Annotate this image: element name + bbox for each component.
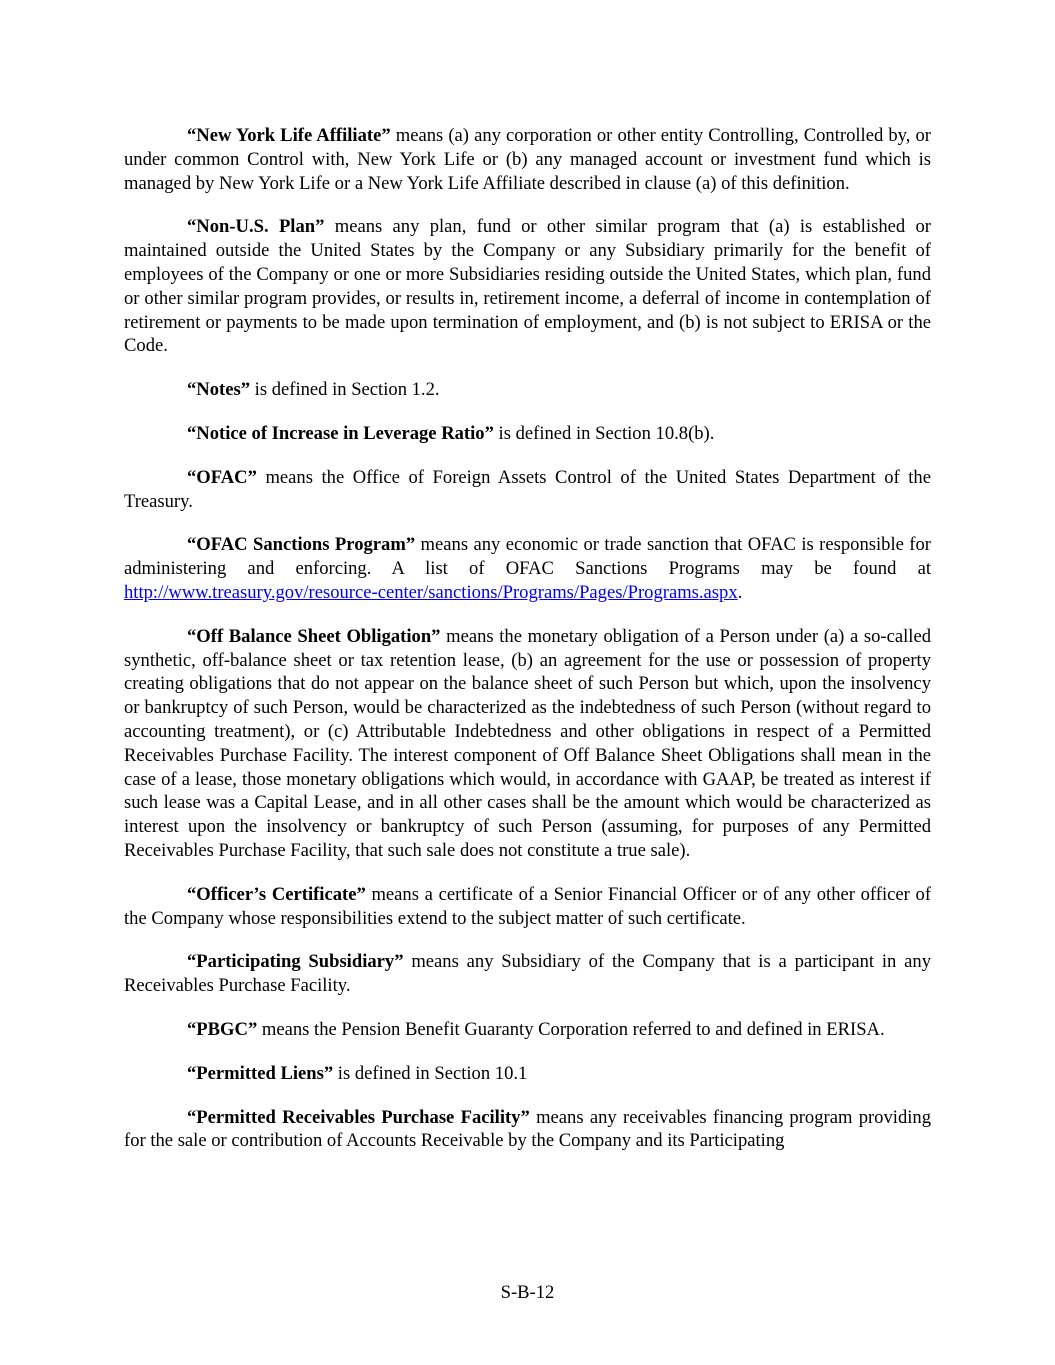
defined-term: “OFAC Sanctions Program”: [187, 534, 416, 556]
defined-term: “Notes”: [187, 379, 250, 401]
ofac-programs-link[interactable]: http://www.treasury.gov/resource-center/sanctions/Programs/Pages/Programs.aspx: [124, 581, 738, 603]
document-body: [124, 124, 931, 1173]
definition-text: means any receivables financing program providing for the sale or contribution of Accounts Receivable by the Company and its Participating: [124, 1106, 931, 1152]
definition-permitted-receivables-purchase-facility: [124, 1106, 931, 1154]
definition-permitted-liens: [124, 1062, 931, 1086]
definition-participating-subsidiary: [124, 950, 931, 998]
defined-term: “Participating Subsidiary”: [187, 951, 404, 973]
definition-text: is defined in Section 1.2.: [250, 379, 440, 401]
defined-term: “OFAC”: [187, 466, 257, 488]
definition-text: means any economic or trade sanction that OFAC is responsible for administering and enforcing. A list of OFAC Sanctions Programs may be found at: [124, 534, 931, 580]
definition-pbgc: [124, 1018, 931, 1042]
defined-term: “Non-U.S. Plan”: [187, 216, 325, 238]
definition-officers-certificate: [124, 883, 931, 931]
definition-text: means (a) any corporation or other entity Controlling, Controlled by, or under common Control with, New York Life or (b) any managed account or investment fund which is managed by New York Life or a New York Life Affiliate described in clause (a) of this definition.: [124, 125, 931, 194]
defined-term: “Permitted Receivables Purchase Facility”: [187, 1106, 530, 1128]
defined-term: “New York Life Affiliate”: [187, 125, 391, 146]
definition-ofac: [124, 466, 931, 514]
definition-notice-of-increase: [124, 422, 931, 446]
definition-text: means the monetary obligation of a Person under (a) a so-called synthetic, off-balance sheet or tax retention lease, (b) an agreement for the use or possession of property creating obligations that do not appear on the balance sheet of such Person but which, upon the insolvency or bankruptcy of such Person, would be characterized as the indebtedness of such Person (without regard to accounting treatment), or (c) Attributable Indebtedness and other obligations in respect of a Permitted Receivables Purchase Facility. The interest component of Off Balance Sheet Obligations shall mean in the case of a lease, those monetary obligations which would, in accordance with GAAP, be treated as interest if such lease was a Capital Lease, and in all other cases shall be the amount which would be characterized as interest upon the insolvency or bankruptcy of such Person (assuming, for purposes of any Permitted Receivables Purchase Facility, that such sale does not constitute a true sale).: [124, 625, 931, 861]
definition-text: is defined in Section 10.8(b).: [493, 422, 715, 444]
defined-term: “Permitted Liens”: [187, 1062, 334, 1084]
definition-text: means the Pension Benefit Guaranty Corporation referred to and defined in ERISA.: [257, 1018, 885, 1040]
definition-text: is defined in Section 10.1: [333, 1062, 528, 1084]
defined-term: “Notice of Increase in Leverage Ratio”: [187, 422, 494, 444]
definition-off-balance-sheet-obligation: [124, 625, 931, 863]
definition-text: means a certificate of a Senior Financial Officer or of any other officer of the Company whose responsibilities extend to the subject matter of such certificate.: [124, 883, 932, 929]
definition-non-us-plan: [124, 215, 931, 358]
defined-term: “Officer’s Certificate”: [187, 883, 366, 905]
definition-text-end: .: [737, 581, 743, 603]
definition-text: means the Office of Foreign Assets Control of the United States Department of the Treasury.: [124, 466, 931, 512]
defined-term: “PBGC”: [187, 1018, 258, 1040]
definition-notes: [124, 378, 931, 402]
definition-new-york-life-affiliate: [124, 124, 931, 195]
definition-text: means any Subsidiary of the Company that is a participant in any Receivables Purchase Facility.: [124, 951, 932, 997]
page-number: S-B-12: [500, 1282, 555, 1303]
defined-term: “Off Balance Sheet Obligation”: [187, 625, 441, 647]
definition-ofac-sanctions-program: [124, 533, 931, 604]
definition-text: means any plan, fund or other similar program that (a) is established or maintained outside the United States by the Company or any Subsidiary primarily for the benefit of employees of the Company or one or more Subsidiaries residing outside the United States, which plan, fund or other similar program provides, or results in, retirement income, a deferral of income in contemplation of retirement or payments to be made upon termination of employment, and (b) is not subject to ERISA or the Code.: [124, 216, 931, 357]
